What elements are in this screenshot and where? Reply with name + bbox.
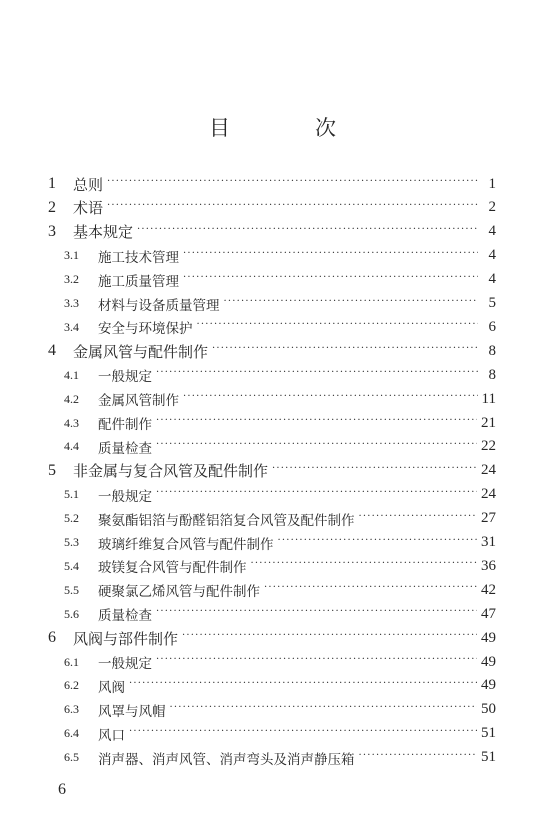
toc-leader-dots: [278, 536, 478, 550]
toc-leader-dots: [183, 392, 478, 406]
toc-entry-page: 31: [481, 534, 496, 550]
toc-entry-title: 风口: [98, 727, 125, 744]
toc-section-entry: [64, 363, 496, 387]
toc-entry-title: 非金属与复合风管及配件制作: [73, 462, 269, 481]
toc-entry-page: 8: [488, 366, 496, 383]
toc-entry-number: 4: [48, 342, 56, 360]
toc-leader-dots: [156, 368, 478, 382]
page-number: 6: [58, 781, 66, 798]
toc-entry-number: 4.2: [64, 391, 79, 406]
toc-entry-page: 2: [488, 199, 496, 216]
toc-entry-page: 36: [481, 557, 496, 574]
toc-section-entry: [64, 674, 496, 698]
toc-entry-title: 硬聚氯乙烯风管与配件制作: [98, 584, 260, 601]
toc-entry-page: 47: [481, 605, 496, 622]
toc-leader-dots: [129, 727, 477, 741]
toc-entry-number: 3.3: [64, 296, 79, 310]
toc-chapter-entry: [48, 196, 496, 220]
toc-entry-number: 5.1: [64, 487, 79, 502]
toc-entry-title: 风阀: [98, 679, 125, 696]
toc-entry-title: 风阀与部件制作: [73, 629, 179, 648]
toc-entry-title: 质量检查: [98, 440, 152, 457]
toc-entry-title: 一般规定: [98, 488, 152, 505]
toc-entry-page: 27: [481, 510, 496, 527]
toc-entry-page: 42: [481, 581, 496, 598]
toc-entry-number: 5.5: [64, 582, 79, 597]
toc-entry-title: 施工质量管理: [98, 273, 179, 290]
toc-entry-page: 50: [481, 701, 496, 718]
toc-entry-number: 3.4: [64, 319, 79, 334]
toc-entry-title: 玻璃纤维复合风管与配件制作: [98, 536, 274, 553]
toc-entry-page: 4: [488, 247, 496, 264]
toc-entry-title: 配件制作: [98, 417, 152, 433]
toc-leader-dots: [264, 583, 477, 597]
toc-section-entry: [64, 292, 496, 316]
toc-entry-number: 6.3: [64, 702, 79, 717]
toc-entry-title: 聚氨酯铝箔与酚醛铝箔复合风管及配件制作: [98, 512, 355, 529]
toc-entry-number: 2: [48, 198, 56, 216]
toc-entry-title: 基本规定: [73, 223, 134, 242]
toc-section-entry: [64, 746, 496, 770]
toc-entry-title: 消声器、消声风管、消声弯头及消声静压箱: [98, 751, 355, 768]
toc-section-entry: [64, 315, 496, 339]
toc-section-entry: [64, 602, 496, 626]
toc-entry-number: 3.1: [64, 248, 79, 263]
toc-entry-title: 金属风管制作: [98, 393, 179, 410]
toc-chapter-entry: [48, 459, 496, 483]
toc-entry-page: 51: [481, 725, 496, 742]
toc-entry-number: 6.1: [64, 654, 79, 669]
toc-leader-dots: [156, 440, 477, 454]
toc-entry-page: 4: [488, 223, 496, 240]
toc-entry-number: 6.5: [64, 750, 79, 765]
toc-section-entry: [64, 698, 496, 722]
toc-entry-page: 49: [481, 653, 496, 670]
toc-leader-dots: [272, 464, 477, 478]
toc-leader-dots: [183, 273, 478, 287]
toc-leader-dots: [107, 201, 478, 215]
toc-section-entry: [64, 483, 496, 507]
toc-section-entry: [64, 722, 496, 746]
toc-entry-page: 24: [481, 462, 496, 479]
toc-entry-title: 一般规定: [98, 369, 152, 386]
toc-entry-page: 8: [488, 342, 496, 359]
toc-entry-page: 49: [481, 629, 496, 646]
toc-leader-dots: [359, 512, 478, 526]
toc-entry-title: 风罩与风帽: [98, 703, 166, 720]
toc-entry-title: 总则: [73, 175, 104, 194]
toc-section-entry: [64, 507, 496, 531]
toc-entry-number: 1: [48, 175, 56, 192]
toc-entry-number: 4.1: [64, 367, 79, 382]
toc-leader-dots: [212, 344, 478, 358]
toc-leader-dots: [182, 631, 477, 645]
toc-entry-title: 质量检查: [98, 608, 152, 625]
toc-leader-dots: [156, 655, 477, 669]
toc-chapter-entry: [48, 172, 496, 196]
toc-entry-number: 6.2: [64, 678, 79, 693]
toc-leader-dots: [129, 679, 477, 693]
toc-entry-number: 5.6: [64, 606, 79, 621]
toc-entry-title: 材料与设备质量管理: [98, 297, 220, 314]
toc-entry-number: 5.3: [64, 535, 79, 549]
toc-entry-title: 安全与环境保护: [98, 321, 193, 338]
toc-section-entry: [64, 531, 496, 555]
toc-leader-dots: [156, 488, 477, 502]
toc-entry-number: 6.4: [64, 726, 79, 741]
toc-entry-page: 22: [481, 438, 496, 455]
toc-leader-dots: [170, 703, 478, 717]
toc-section-entry: [64, 554, 496, 578]
page-title: 目 次: [209, 116, 368, 140]
toc-entry-page: 6: [488, 318, 496, 335]
toc-leader-dots: [137, 225, 478, 239]
toc-entry-title: 玻镁复合风管与配件制作: [98, 560, 247, 577]
toc-leader-dots: [156, 416, 477, 430]
toc-entry-page: 4: [488, 271, 496, 288]
toc-entry-number: 4.4: [64, 439, 79, 454]
toc-section-entry: [64, 387, 496, 411]
toc-entry-page: 5: [488, 295, 496, 311]
toc-entry-page: 11: [481, 390, 496, 407]
toc-entry-number: 6: [48, 629, 56, 647]
toc-chapter-entry: [48, 220, 496, 244]
toc-leader-dots: [224, 297, 479, 311]
toc-entry-title: 一般规定: [98, 656, 152, 672]
toc-entry-number: 3.2: [64, 272, 79, 287]
toc-leader-dots: [251, 559, 478, 573]
toc-entry-page: 51: [481, 749, 496, 766]
toc-entry-number: 3: [48, 222, 56, 240]
toc-entry-page: 21: [481, 414, 496, 431]
toc-leader-dots: [197, 320, 479, 334]
toc-leader-dots: [107, 177, 478, 191]
toc-entry-page: 1: [488, 175, 496, 192]
toc-section-entry: [64, 435, 496, 459]
toc-entry-page: 24: [481, 486, 496, 503]
toc-leader-dots: [359, 751, 478, 765]
toc-entry-title: 术语: [73, 199, 104, 218]
toc-section-entry: [64, 578, 496, 602]
toc-chapter-entry: [48, 626, 496, 650]
toc-entry-title: 施工技术管理: [98, 249, 179, 266]
toc-section-entry: [64, 244, 496, 268]
toc-section-entry: [64, 411, 496, 435]
toc-entry-number: 5: [48, 461, 56, 479]
toc-entry-number: 5.2: [64, 511, 79, 526]
toc-section-entry: [64, 268, 496, 292]
toc-chapter-entry: [48, 339, 496, 363]
toc-entry-page: 49: [481, 677, 496, 694]
toc-entry-number: 4.3: [64, 415, 79, 430]
toc-section-entry: [64, 650, 496, 674]
toc-leader-dots: [183, 249, 478, 263]
toc-entry-title: 金属风管与配件制作: [73, 342, 209, 361]
toc-entry-number: 5.4: [64, 558, 79, 573]
toc-leader-dots: [156, 607, 477, 621]
